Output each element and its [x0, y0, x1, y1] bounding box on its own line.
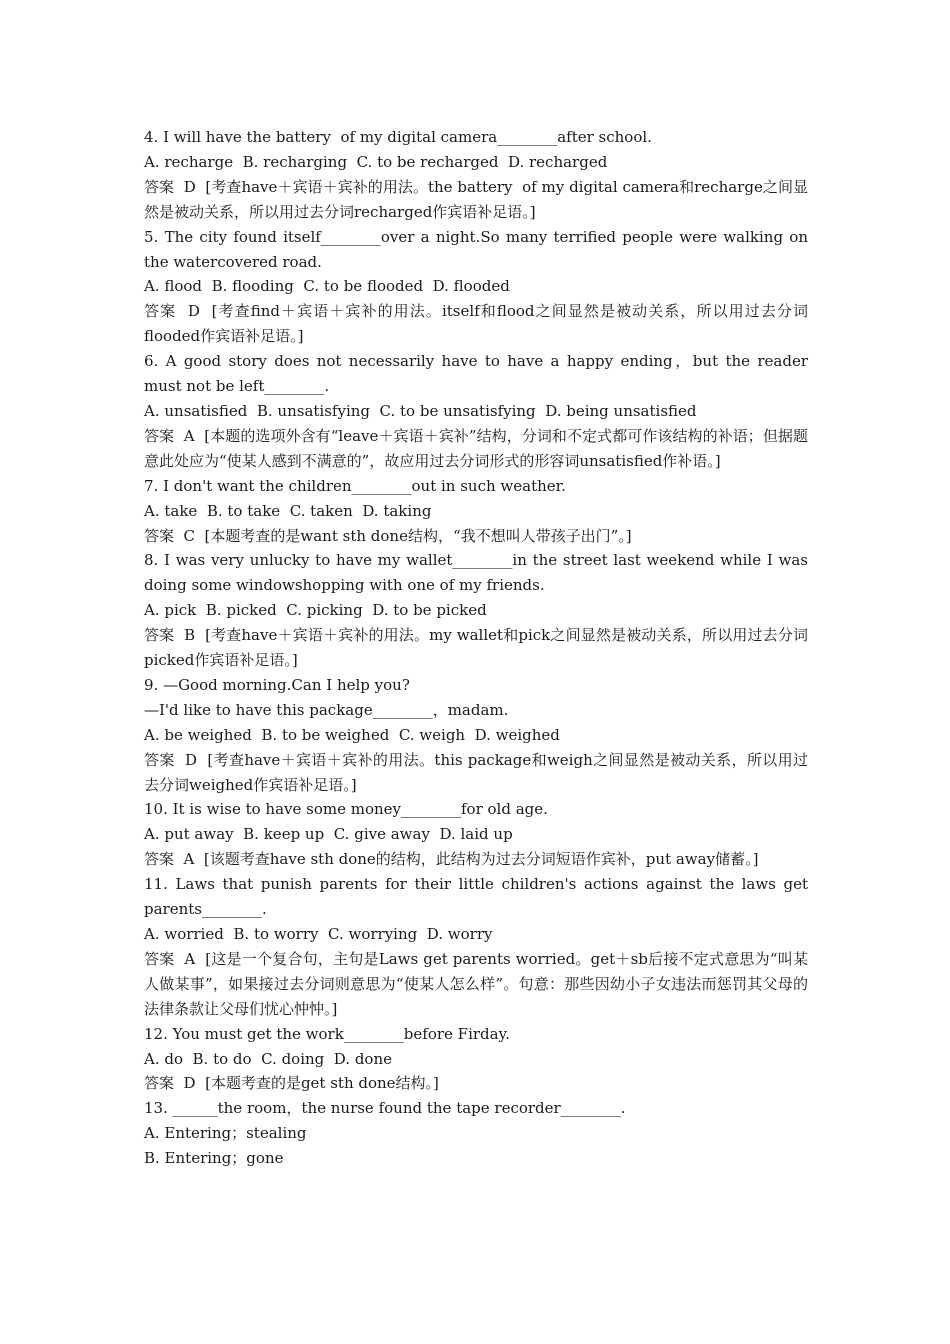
question-7 — [144, 474, 808, 549]
question-stem: 5. The city found itself________over a night.So many terrified people were walking on the watercovered road. — [144, 227, 813, 271]
question-options: A. take B. to take C. taken D. taking — [144, 501, 432, 520]
question-13 — [144, 1096, 808, 1171]
question-5 — [144, 225, 813, 350]
question-stem: 11. Laws that punish parents for their little children's actions against the laws get parents________. — [144, 875, 813, 919]
question-stem: 7. I don't want the children________out in such weather. — [144, 476, 566, 495]
question-options: A. be weighed B. to be weighed C. weigh D. weighed — [144, 725, 560, 744]
question-options: A. pick B. picked C. picking D. to be picked — [144, 601, 487, 620]
answer-explanation: 答案 C [本题考查的是want sth done结构，“我不想叫人带孩子出门”。] — [144, 526, 632, 545]
question-stem: 13. ______the room，the nurse found the tape recorder________. — [144, 1099, 626, 1118]
question-options: A. recharge B. recharging C. to be recharged D. recharged — [144, 152, 608, 171]
question-6 — [144, 349, 813, 474]
question-options: A. put away B. keep up C. give away D. laid up — [144, 825, 513, 844]
answer-explanation: 答案 D [本题考查的是get sth done结构。] — [144, 1074, 439, 1093]
answer-explanation: 答案 A [该题考查have sth done的结构，此结构为过去分词短语作宾补，put away储蓄。] — [144, 850, 759, 869]
answer-explanation: 答案 D [考查find＋宾语＋宾补的用法。itself和flood之间显然是被动关系，所以用过去分词flooded作宾语补足语。] — [144, 302, 808, 346]
answer-explanation: 答案 A [这是一个复合句，主句是Laws get parents worried。get＋sb后接不定式意思为“叫某人做某事”，如果接过去分词则意思为“使某人怎么样”。句意：那些因幼小子女违法而惩罚其父母的法律条款让父母们忧心忡忡。] — [144, 949, 808, 1018]
question-8 — [144, 548, 813, 673]
answer-explanation: 答案 D [考查have＋宾语＋宾补的用法。the battery of my digital camera和recharge之间显然是被动关系，所以用过去分词recharged作宾语补足语。] — [144, 177, 808, 221]
question-stem-reply: —I'd like to have this package________，madam. — [144, 700, 509, 719]
answer-explanation: 答案 B [考查have＋宾语＋宾补的用法。my wallet和pick之间显然是被动关系，所以用过去分词picked作宾语补足语。] — [144, 626, 808, 670]
answer-explanation: 答案 D [考查have＋宾语＋宾补的用法。this package和weigh之间显然是被动关系，所以用过去分词weighed作宾语补足语。] — [144, 750, 808, 794]
answer-explanation: 答案 A [本题的选项外含有“leave＋宾语＋宾补”结构，分词和不定式都可作该结构的补语；但据题意此处应为“使某人感到不满意的”，故应用过去分词形式的形容词unsatisfied作补语。] — [144, 426, 808, 470]
question-stem: 6. A good story does not necessarily have to have a happy ending，but the reader must not be left________. — [144, 352, 813, 396]
question-9 — [144, 673, 808, 798]
question-option-a: A. Entering；stealing — [144, 1124, 307, 1143]
question-11 — [144, 872, 813, 1021]
question-option-b: B. Entering；gone — [144, 1149, 284, 1168]
question-stem: 8. I was very unlucky to have my wallet________in the street last weekend while I was doing some windowshopping with one of my friends. — [144, 551, 813, 595]
question-12 — [144, 1022, 808, 1097]
question-4 — [144, 125, 808, 225]
document-page — [144, 125, 813, 1171]
question-options: A. do B. to do C. doing D. done — [144, 1049, 392, 1068]
question-options: A. flood B. flooding C. to be flooded D. flooded — [144, 277, 510, 296]
question-10 — [144, 797, 808, 872]
question-stem: 10. It is wise to have some money________for old age. — [144, 800, 548, 819]
question-options: A. worried B. to worry C. worrying D. worry — [144, 925, 493, 943]
question-stem: 12. You must get the work________before Firday. — [144, 1024, 510, 1043]
question-stem: 4. I will have the battery of my digital camera________after school. — [144, 128, 652, 146]
question-stem: 9. —Good morning.Can I help you? — [144, 675, 410, 694]
question-options: A. unsatisfied B. unsatisfying C. to be unsatisfying D. being unsatisfied — [144, 401, 697, 420]
